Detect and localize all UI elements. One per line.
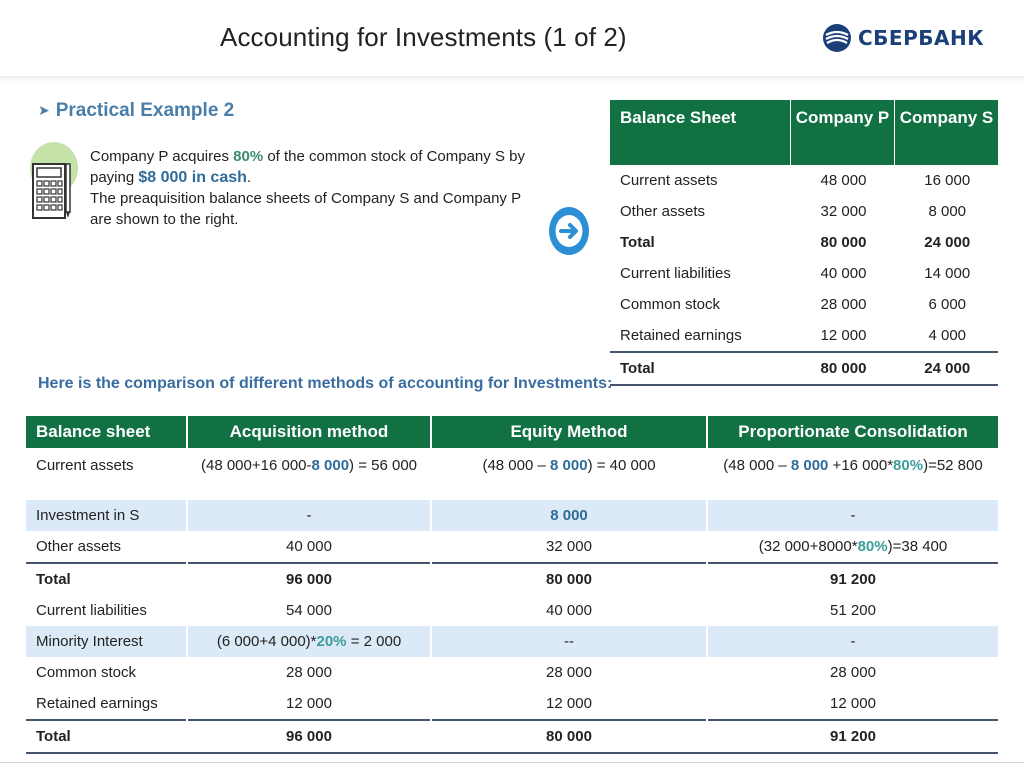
row-label: Other assets [620, 203, 706, 220]
formula-part: )=52 800 [923, 457, 983, 474]
cell-value [707, 531, 998, 563]
formula-part: ) = 56 000 [349, 457, 418, 474]
formula-part: 8 000 [311, 457, 350, 474]
row-label: Total [610, 352, 791, 385]
row-label: Minority Interest [26, 626, 187, 657]
table-row [26, 626, 998, 657]
sberbank-logo [822, 22, 984, 54]
row-label: Common stock [36, 664, 137, 681]
formula-part: 20% [316, 633, 347, 650]
table-row [26, 563, 998, 595]
formula-part: 80% [893, 457, 924, 474]
cell-value: 16 000 [924, 172, 971, 189]
table-row [610, 289, 998, 320]
example-heading [38, 100, 234, 122]
header-shadow [0, 76, 1024, 82]
table-row [610, 227, 998, 258]
formula-part: 8 000 [550, 457, 588, 474]
cell-value [431, 448, 707, 500]
desc-text-2: of the common stock of Company S by paying [90, 148, 525, 186]
cell-value: 6 000 [928, 296, 967, 313]
cell-value: 28 000 [187, 657, 431, 688]
table-row [26, 595, 998, 626]
row-label: Current liabilities [36, 602, 147, 619]
cell-value: 40 000 [431, 595, 707, 626]
cell-value: 91 200 [707, 563, 998, 595]
cell-value [707, 448, 998, 500]
cell-value: 96 000 [187, 563, 431, 595]
cell-value: 40 000 [820, 265, 867, 282]
cell-value: 28 000 [820, 296, 867, 313]
col-header: Company P [791, 100, 895, 165]
row-label: Retained earnings [36, 695, 158, 712]
col-header: Acquisition method [187, 416, 431, 448]
formula-part: 80% [857, 538, 888, 555]
cell-value: 48 000 [820, 172, 867, 189]
row-label: Total [620, 234, 655, 251]
col-header: Company S [895, 100, 999, 165]
cell-value: 91 200 [707, 720, 998, 753]
arrow-circle-icon [547, 205, 591, 257]
logo-text: СБЕРБАНК [858, 26, 985, 50]
cell-value: 54 000 [187, 595, 431, 626]
cell-value: - [707, 626, 998, 657]
cell-value: 12 000 [187, 688, 431, 720]
desc-text-1: Company P acquires [90, 148, 234, 165]
row-label: Current liabilities [620, 265, 731, 282]
table-row [26, 531, 998, 563]
col-header: Proportionate Consolidation [707, 416, 998, 448]
table-row [610, 196, 998, 227]
cell-value: 4 000 [928, 327, 967, 344]
cell-value: -- [431, 626, 707, 657]
example-heading-text: Practical Example 2 [55, 100, 235, 121]
cell-value: - [707, 500, 998, 531]
table-row [26, 720, 998, 753]
desc-pct: 80% [233, 148, 264, 165]
cell-value: 24 000 [895, 352, 999, 385]
cell-value: 24 000 [924, 234, 971, 251]
cell-value: 12 000 [707, 688, 998, 720]
row-label: Current assets [36, 457, 134, 474]
cell-value: 14 000 [924, 265, 971, 282]
row-label: Retained earnings [620, 327, 742, 344]
example-description [90, 146, 530, 230]
table-row [610, 320, 998, 352]
cell-value: - [187, 500, 431, 531]
formula-part: +16 000* [828, 457, 894, 474]
table-header-row [26, 416, 998, 448]
table-row [610, 258, 998, 289]
footer-divider [0, 762, 1024, 763]
arrow-bullet-icon: ➤ [38, 102, 50, 118]
col-header: Balance sheet [26, 416, 187, 448]
formula-part: (48 000+16 000- [200, 457, 312, 474]
formula-part: = 2 000 [346, 633, 402, 650]
comparison-heading: Here is the comparison of different methods of accounting for Investments: [38, 375, 613, 392]
calculator-icon [30, 142, 86, 226]
cell-value [187, 448, 431, 500]
table-row [26, 657, 998, 688]
formula-part: (48 000 – [723, 457, 791, 474]
col-header: Equity Method [431, 416, 707, 448]
cell-value: 80 000 [431, 563, 707, 595]
cell-value: 80 000 [431, 720, 707, 753]
row-label: Investment in S [26, 500, 187, 531]
page-title: Accounting for Investments (1 of 2) [220, 22, 627, 52]
cell-value: 80 000 [820, 234, 867, 251]
cell-value: 80 000 [791, 352, 895, 385]
col-header: Balance Sheet [610, 100, 791, 165]
desc-text-4: The preaquisition balance sheets of Company S and Company P are shown to the right. [90, 190, 521, 228]
cell-value: 32 000 [820, 203, 867, 220]
table-row [26, 500, 998, 531]
formula-part: (48 000 – [482, 457, 551, 474]
cell-value [187, 626, 431, 657]
formula-part: (6 000+4 000)* [216, 633, 317, 650]
table-row [610, 165, 998, 196]
cell-value: 28 000 [431, 657, 707, 688]
table-row [26, 688, 998, 720]
cell-value: 51 200 [707, 595, 998, 626]
table-header-row [610, 100, 998, 165]
cell-value: 28 000 [707, 657, 998, 688]
row-label: Common stock [620, 296, 721, 313]
row-label: Total [26, 720, 187, 753]
desc-text-3: . [246, 169, 252, 186]
formula-part: ) = 40 000 [587, 457, 656, 474]
cell-value: 12 000 [820, 327, 867, 344]
cell-value: 12 000 [431, 688, 707, 720]
formula-part: (32 000+8000* [758, 538, 858, 555]
formula-part: )=38 400 [887, 538, 948, 555]
cell-value: 32 000 [431, 531, 707, 563]
cell-value: 8 000 [431, 500, 707, 531]
methods-table [26, 416, 998, 754]
header-bar [0, 0, 1024, 77]
table-row [610, 352, 998, 385]
formula-part: 8 000 [790, 457, 829, 474]
cell-value: 40 000 [187, 531, 431, 563]
desc-amount: $8 000 in cash [138, 169, 247, 186]
row-label: Current assets [620, 172, 718, 189]
sberbank-logo-icon [822, 23, 852, 53]
cell-value: 8 000 [928, 203, 967, 220]
balance-sheet-table [610, 100, 998, 386]
table-row [26, 448, 998, 500]
cell-value: 96 000 [187, 720, 431, 753]
row-label: Other assets [36, 538, 122, 555]
row-label: Total [26, 563, 187, 595]
